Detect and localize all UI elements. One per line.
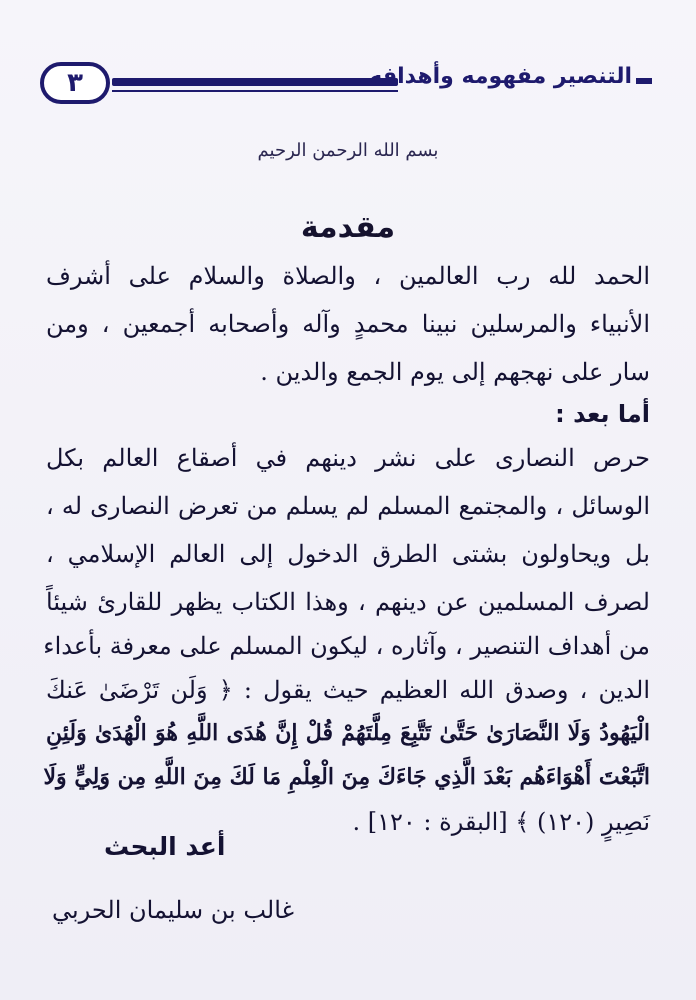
author-label: أعد البحث (104, 832, 226, 861)
body-line: الدين ، وصدق الله العظيم حيث يقول : ﴿ وَلَن تَرْضَىٰ عَنكَ (46, 676, 650, 704)
body-line: لصرف المسلمين عن دينهم ، وهذا الكتاب يظهر للقارئ شيئاً (46, 588, 650, 616)
body-line: الحمد لله رب العالمين ، والصلاة والسلام على أشرف (46, 262, 650, 290)
body-line: بل ويحاولون بشتى الطرق الدخول إلى العالم الإسلامي ، (46, 540, 650, 568)
body-line: الأنبياء والمرسلين نبينا محمدٍ وآله وأصحابه أجمعين ، ومن (46, 310, 650, 338)
body-line: سار على نهجهم إلى يوم الجمع والدين . (260, 358, 650, 386)
basmala-calligraphy: بسم الله الرحمن الرحيم (257, 140, 439, 161)
header-rule (112, 78, 398, 86)
body-line: حرص النصارى على نشر دينهم في أصقاع العالم بكل (46, 444, 650, 472)
body-line: من أهداف التنصير ، وآثاره ، ليكون المسلم على معرفة بأعداء (43, 632, 650, 660)
author-name: غالب بن سليمان الحربي (52, 896, 295, 924)
quran-verse-line: اتَّبَعْتَ أَهْوَاءَهُم بَعْدَ الَّذِي جَاءَكَ مِنَ الْعِلْمِ مَا لَكَ مِنَ اللَّهِ مِن وَلِيٍّ وَلَا (43, 764, 650, 790)
running-title: التنصير مفهومه وأهدافه (369, 64, 632, 89)
header-dash (636, 78, 652, 84)
amma-baad-heading: أما بعد : (555, 400, 650, 428)
page-number: ٣ (40, 62, 110, 104)
body-line: الوسائل ، والمجتمع المسلم لم يسلم من تعرض النصارى له ، (46, 492, 650, 520)
quran-citation-line: نَصِيرٍ (١٢٠) ﴾ [البقرة : ١٢٠] . (352, 808, 650, 836)
page-header (40, 62, 652, 110)
section-title: مقدمة (300, 210, 396, 245)
header-rule-thin (112, 90, 398, 92)
quran-verse-line: الْيَهُودُ وَلَا النَّصَارَىٰ حَتَّىٰ تَتَّبِعَ مِلَّتَهُمْ قُلْ إِنَّ هُدَى اللَّهِ هُوَ الْهُدَىٰ وَلَئِنِ (46, 720, 650, 746)
